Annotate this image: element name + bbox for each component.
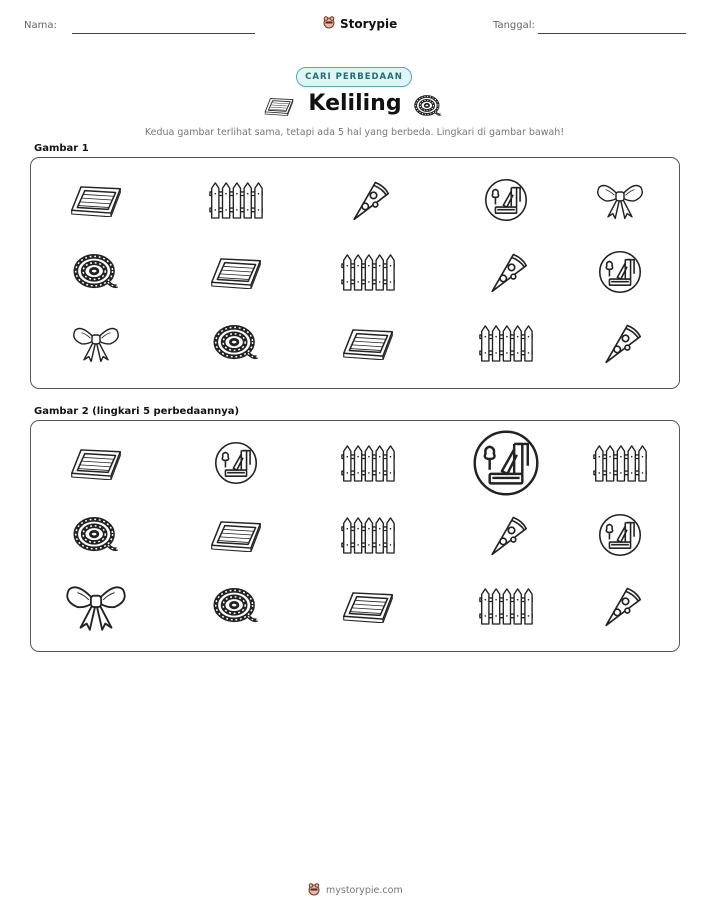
fence-icon[interactable] bbox=[341, 515, 395, 555]
fence-icon bbox=[341, 252, 395, 292]
rope-icon bbox=[213, 321, 259, 365]
picture-2-label: Gambar 2 (lingkari 5 perbedaannya) bbox=[34, 406, 240, 417]
picture-1-label: Gambar 1 bbox=[34, 143, 89, 154]
find-difference-badge: CARI PERBEDAAN bbox=[296, 67, 412, 87]
bow-icon bbox=[72, 321, 120, 365]
pizza-icon bbox=[595, 320, 645, 366]
playground-icon[interactable] bbox=[598, 513, 642, 557]
trampoline-icon bbox=[68, 183, 124, 217]
playground-icon[interactable] bbox=[214, 441, 258, 485]
picture-1-panel bbox=[30, 157, 680, 389]
fence-icon[interactable] bbox=[341, 443, 395, 483]
rope-icon bbox=[414, 93, 442, 119]
trampoline-icon[interactable] bbox=[208, 518, 264, 552]
picture-2-panel[interactable] bbox=[30, 420, 680, 652]
pizza-icon bbox=[343, 177, 393, 223]
footer-url[interactable]: mystorypie.com bbox=[326, 885, 403, 896]
brand-logo bbox=[322, 14, 397, 33]
date-line[interactable] bbox=[538, 33, 686, 34]
fence-icon bbox=[209, 180, 263, 220]
date-label: Tanggal: bbox=[493, 20, 535, 31]
bow-icon bbox=[596, 178, 644, 222]
trampoline-icon bbox=[208, 255, 264, 289]
trampoline-icon[interactable] bbox=[68, 446, 124, 480]
footer bbox=[307, 881, 403, 900]
trampoline-icon bbox=[263, 96, 295, 116]
trampoline-icon bbox=[340, 326, 396, 360]
storypie-logo-icon bbox=[307, 881, 321, 900]
fence-icon[interactable] bbox=[479, 586, 533, 626]
pizza-icon[interactable] bbox=[481, 512, 531, 558]
pizza-icon bbox=[481, 249, 531, 295]
page-title: Keliling bbox=[308, 91, 402, 116]
name-label: Nama: bbox=[24, 20, 57, 31]
bow-icon[interactable] bbox=[65, 575, 127, 637]
trampoline-icon[interactable] bbox=[340, 589, 396, 623]
playground-icon[interactable] bbox=[472, 429, 540, 497]
playground-icon bbox=[484, 178, 528, 222]
name-line[interactable] bbox=[72, 33, 255, 34]
pizza-icon[interactable] bbox=[595, 583, 645, 629]
rope-icon[interactable] bbox=[73, 513, 119, 557]
storypie-logo-icon bbox=[322, 14, 336, 33]
playground-icon bbox=[598, 250, 642, 294]
fence-icon[interactable] bbox=[593, 443, 647, 483]
rope-icon bbox=[73, 250, 119, 294]
fence-icon bbox=[479, 323, 533, 363]
instructions-text: Kedua gambar terlihat sama, tetapi ada 5 hal yang berbeda. Lingkari di gambar bawah! bbox=[144, 127, 565, 138]
rope-icon[interactable] bbox=[213, 584, 259, 628]
brand-name: Storypie bbox=[340, 16, 398, 31]
